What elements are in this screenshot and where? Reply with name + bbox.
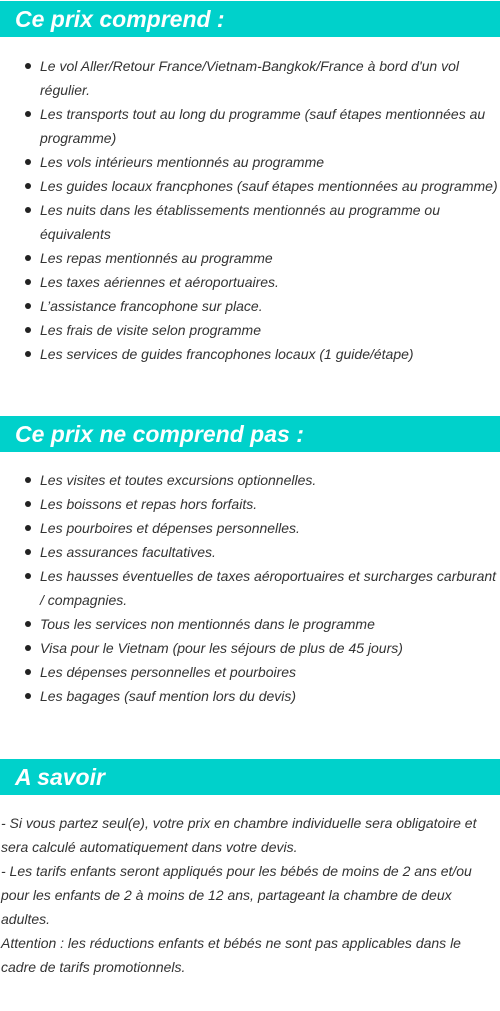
included-title: Ce prix comprend :: [0, 1, 500, 37]
included-section: [0, 1, 500, 366]
info-paragraph: - Si vous partez seul(e), votre prix en chambre individuelle sera obligatoire et sera calculé automatiquement dans votre devis.: [1, 815, 477, 855]
list-item: Les nuits dans les établissements mentionnés au programme ou équivalents: [0, 198, 500, 246]
list-item: Les guides locaux francphones (sauf étapes mentionnées au programme): [0, 174, 500, 198]
excluded-title: Ce prix ne comprend pas :: [0, 416, 500, 452]
list-item: L’assistance francophone sur place.: [0, 294, 500, 318]
list-item: Les pourboires et dépenses personnelles.: [0, 516, 500, 540]
list-item: Les taxes aériennes et aéroportuaires.: [0, 270, 500, 294]
info-paragraph: - Les tarifs enfants seront appliqués pour les bébés de moins de 2 ans et/ou pour les enfants de 2 à moins de 12 ans, partageant la chambre de deux adultes.: [1, 863, 472, 927]
list-item: Les bagages (sauf mention lors du devis): [0, 684, 500, 708]
info-title: A savoir: [0, 759, 500, 795]
list-item: Le vol Aller/Retour France/Vietnam-Bangkok/France à bord d'un vol régulier.: [0, 54, 500, 102]
list-item: Les repas mentionnés au programme: [0, 246, 500, 270]
list-item: Les assurances facultatives.: [0, 540, 500, 564]
list-item: Visa pour le Vietnam (pour les séjours de plus de 45 jours): [0, 636, 500, 660]
list-item: Les frais de visite selon programme: [0, 318, 500, 342]
list-item: Tous les services non mentionnés dans le programme: [0, 612, 500, 636]
included-list: [0, 54, 500, 366]
info-paragraph: Attention : les réductions enfants et bébés ne sont pas applicables dans le cadre de tarifs promotionnels.: [1, 935, 461, 975]
info-section: [0, 759, 500, 979]
excluded-list: [0, 468, 500, 708]
list-item: Les hausses éventuelles de taxes aéroportuaires et surcharges carburant / compagnies.: [0, 564, 500, 612]
list-item: Les boissons et repas hors forfaits.: [0, 492, 500, 516]
list-item: Les services de guides francophones locaux (1 guide/étape): [0, 342, 500, 366]
list-item: Les vols intérieurs mentionnés au programme: [0, 150, 500, 174]
list-item: Les dépenses personnelles et pourboires: [0, 660, 500, 684]
info-text: [0, 811, 500, 979]
list-item: Les visites et toutes excursions optionnelles.: [0, 468, 500, 492]
list-item: Les transports tout au long du programme (sauf étapes mentionnées au programme): [0, 102, 500, 150]
excluded-section: [0, 416, 500, 708]
